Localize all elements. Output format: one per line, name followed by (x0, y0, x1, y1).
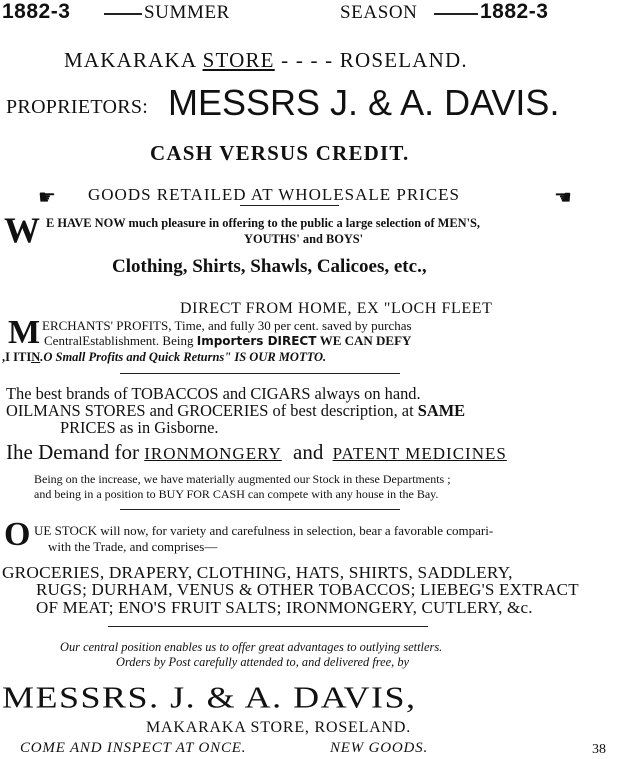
para1-line1: E HAVE NOW much pleasure in offering to the public a large selection of MEN'S, (46, 216, 481, 230)
footer-store: MAKARAKA STORE, ROSELAND. (146, 719, 412, 736)
demand-and: and (293, 440, 324, 464)
dropcap-o: O (4, 516, 31, 553)
our-stock-line2: with the Trade, and comprises— (48, 539, 218, 554)
para2-line3 (2, 350, 326, 365)
demand-ironmongery: IRONMONGERY (144, 444, 282, 463)
para2-line2 (44, 333, 411, 349)
page-number: 38 (592, 742, 606, 757)
demand-line (6, 440, 507, 465)
year-left: 1882-3 (2, 0, 71, 23)
central-line1: Our central position enables us to offer great advantages to outlying settlers. (60, 640, 443, 654)
dropcap-w: W (4, 210, 40, 250)
store-name: MAKARAKA (64, 48, 197, 72)
store-word: STORE (202, 48, 275, 72)
dropcap-m: M (8, 314, 41, 351)
store-line (64, 48, 468, 73)
store-dashes: - - - - (281, 48, 334, 72)
slogan: CASH VERSUS CREDIT. (150, 141, 410, 165)
divider-3 (108, 626, 428, 627)
central-line2: Orders by Post carefully attended to, and delivered free, by (116, 655, 410, 669)
footer-name: MESSRS. J. & A. DAVIS, (2, 679, 417, 715)
footer-new: NEW GOODS. (330, 740, 428, 756)
pointing-hand-right-icon: ☛ (38, 185, 56, 209)
footer-come: COME AND INSPECT AT ONCE. (20, 740, 247, 756)
season-summer: SUMMER (144, 2, 230, 23)
para2-line3-mid: N (31, 350, 41, 364)
clothing-line: Clothing, Shirts, Shawls, Calicoes, etc., (112, 256, 427, 277)
being-line1: Being on the increase, we have materially augmented our Stock in these Departments ; (34, 472, 451, 486)
store-place: ROSELAND. (339, 48, 468, 72)
year-right: 1882-3 (480, 0, 549, 23)
oilmans-text: OILMANS STORES and GROCERIES of best description, at (6, 401, 414, 420)
divider-2 (120, 509, 400, 510)
para2-establishment: Establishment. Being (82, 333, 194, 348)
oilmans-line2: PRICES as in Gisborne. (60, 418, 219, 437)
goods-underline (240, 205, 339, 206)
being-line2: and being in a position to BUY FOR CASH can compete with any house in the Bay. (34, 487, 439, 501)
para2-line3-start: ,I ITI (2, 350, 32, 364)
header-rule-right (434, 13, 478, 15)
tobacco-line: The best brands of TOBACCOS and CIGARS always on hand. (6, 384, 421, 403)
proprietors-label: PROPRIETORS: (6, 96, 149, 118)
oilmans-same: SAME (417, 401, 466, 420)
direct-line: DIRECT FROM HOME, EX "LOCH FLEET (180, 300, 493, 317)
para1-line2: YOUTHS' and BOYS' (244, 232, 364, 246)
para2-line1: ERCHANTS' PROFITS, Time, and fully 30 per cent. saved by purchas (42, 318, 412, 333)
groceries-line1: GROCERIES, DRAPERY, CLOTHING, HATS, SHIRTS, SADDLERY, (2, 563, 513, 582)
season-season: SEASON (340, 2, 418, 23)
para2-line3-end: .O Small Profits and Quick Returns" IS OUR MOTTO. (40, 350, 327, 364)
para2-defy: WE CAN DEFY (319, 333, 412, 348)
para2-central: Central (44, 333, 83, 348)
goods-line: GOODS RETAILED AT WHOLESALE PRICES (88, 185, 461, 204)
groceries-line2: RUGS; DURHAM, VENUS & OTHER TOBACCOS; LIEBEG'S EXTRACT (36, 580, 579, 599)
demand-lead: Ihe Demand for (6, 440, 139, 464)
pointing-hand-left-icon: ☚ (554, 185, 572, 209)
para2-importers: Importers DIRECT (196, 334, 317, 348)
divider-1 (120, 373, 400, 374)
groceries-line3: OF MEAT; ENO'S FRUIT SALTS; IRONMONGERY, CUTLERY, &c. (36, 598, 533, 617)
proprietors-names: MESSRS J. & A. DAVIS. (168, 82, 560, 123)
header-rule-left (104, 13, 142, 15)
our-stock-line1: UE STOCK will now, for variety and carefulness in selection, bear a favorable compari- (34, 523, 494, 538)
demand-patent: PATENT MEDICINES (332, 444, 507, 463)
